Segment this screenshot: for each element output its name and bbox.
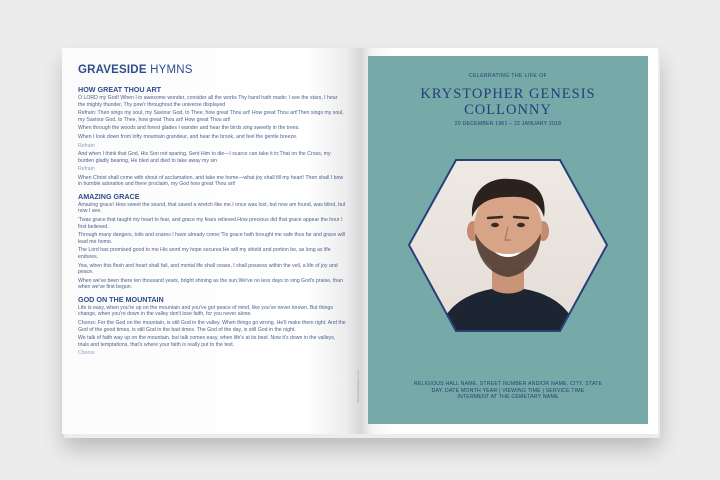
hymn-verse: When we've been there ten thousand years, bright shining as the sun,We've no less days to sing God's praise, than when we've first begun. — [78, 277, 344, 291]
hymn-verse: The Lord has promised good to me His word my hope secures;He will my shield and portion be, as long as life endures. — [78, 247, 331, 260]
page-title — [78, 64, 346, 76]
name-line-2: COLLONNY — [464, 102, 552, 118]
deceased-name — [368, 86, 648, 118]
hymn-verse: 'Twas grace that taught my heart to fear, and grace my fears relieved.How precious did that grace appear the hour I first believed. — [78, 216, 343, 230]
refrain-label: Refrain — [78, 166, 95, 173]
refrain-label: Chorus — [78, 350, 95, 357]
hymn-verse: O LORD my God! When I in awesome wonder, consider all the works Thy hand hath made; I see the stars, I hear the mighty thunder, Thy pow'r throughout the universe displayed — [78, 95, 338, 108]
hymn-verse: Life is easy, when you're up on the mountain and you've got peace of mind, like you've never known. But things change, when you're down in the valley don't lose faith, for you never alone. — [78, 304, 333, 318]
interment-line: INTERMENT AT THE CEMETARY NAME — [457, 394, 559, 401]
life-dates: 20 DECEMBER 1961 – 22 JANUARY 2018 — [454, 121, 562, 127]
hymn-verse: Yea, when this flesh and heart shall fail, and mortal life shall cease, I shall possess within the veil, a life of joy and peace. — [78, 262, 338, 276]
venue-line: RELIGIOUS HALL NAME, STREET NUMBER AND/OR NAME, CITY, STATE — [413, 381, 603, 387]
hymn-list — [78, 85, 346, 357]
service-details — [368, 381, 648, 401]
name-line-1: KRYSTOPHER GENESIS — [420, 86, 596, 102]
schedule-line: DAY, DATE MONTH YEAR | VIEWING TIME | SERVICE TIME — [431, 387, 585, 394]
hymn-verse: Amazing grace! How sweet the sound, that saved a wretch like me.I once was lost, but now am found, was blind, but now I see. — [78, 201, 346, 215]
page-title-light: HYMNS — [150, 64, 193, 76]
cover-panel — [368, 56, 648, 424]
page-title-bold: GRAVESIDE — [78, 64, 147, 76]
hymn-verse: Chorus: For the God on the mountain, is still God in the valley. When things go wrong. He'll make them right. And the God of the good times, is still God in the bad times. The God of the day, is still God in the night. — [78, 320, 346, 333]
hymn-title: GOD ON THE MOUNTAIN — [78, 294, 164, 304]
hymn-verse: We talk of faith way up on the mountain, but talk comes easy, when life's at its best. Now it's down in the valleys, trials and temptations, that's where your faith is really put to the test. — [78, 335, 336, 348]
hymn-title: HOW GREAT THOU ART — [78, 85, 162, 94]
hymn-verse: When through the woods and forest glades I wander and hear the birds sing sweetly in the trees. — [78, 125, 300, 132]
hymns-section — [78, 64, 346, 359]
hymn-title: AMAZING GRACE — [78, 191, 140, 201]
celebrating-label: CELEBRATING THE LIFE OF — [468, 73, 548, 79]
hymn-verse: When Christ shall come with shout of acclamation, and take me home—what joy shall fill my heart! Then shall I bow in humble adoration and there proclaim, my God how great Thou art! — [78, 174, 344, 188]
portrait-photo — [408, 159, 608, 332]
hymn-verse: When I look down from lofty mountain grandeur, and hear the brook, and feel the gentle breeze. — [78, 133, 298, 140]
left-page — [62, 48, 360, 434]
gutter-credit: www.templatesguru.com — [356, 370, 360, 403]
hymn-verse: Refrain: Then sings my soul, my Saviour God, to Thee, how great Thou art! How great Thou art!Then sings my soul, my Saviour God, to Thee, how great Thou art! How great Thou art! — [78, 110, 344, 123]
refrain-label: Refrain — [78, 142, 95, 149]
hymn-verse: And when I think that God, His Son not sparing, Sent Him to die—I scarce can take it in;That on the Cross, my burden gladly bearing, He bled and died to take away my sin — [78, 150, 331, 164]
hymn-verse: Through many dangers, toils and snares I have already come;'Tis grace hath brought me safe thus far and grace will lead me home. — [78, 232, 345, 245]
